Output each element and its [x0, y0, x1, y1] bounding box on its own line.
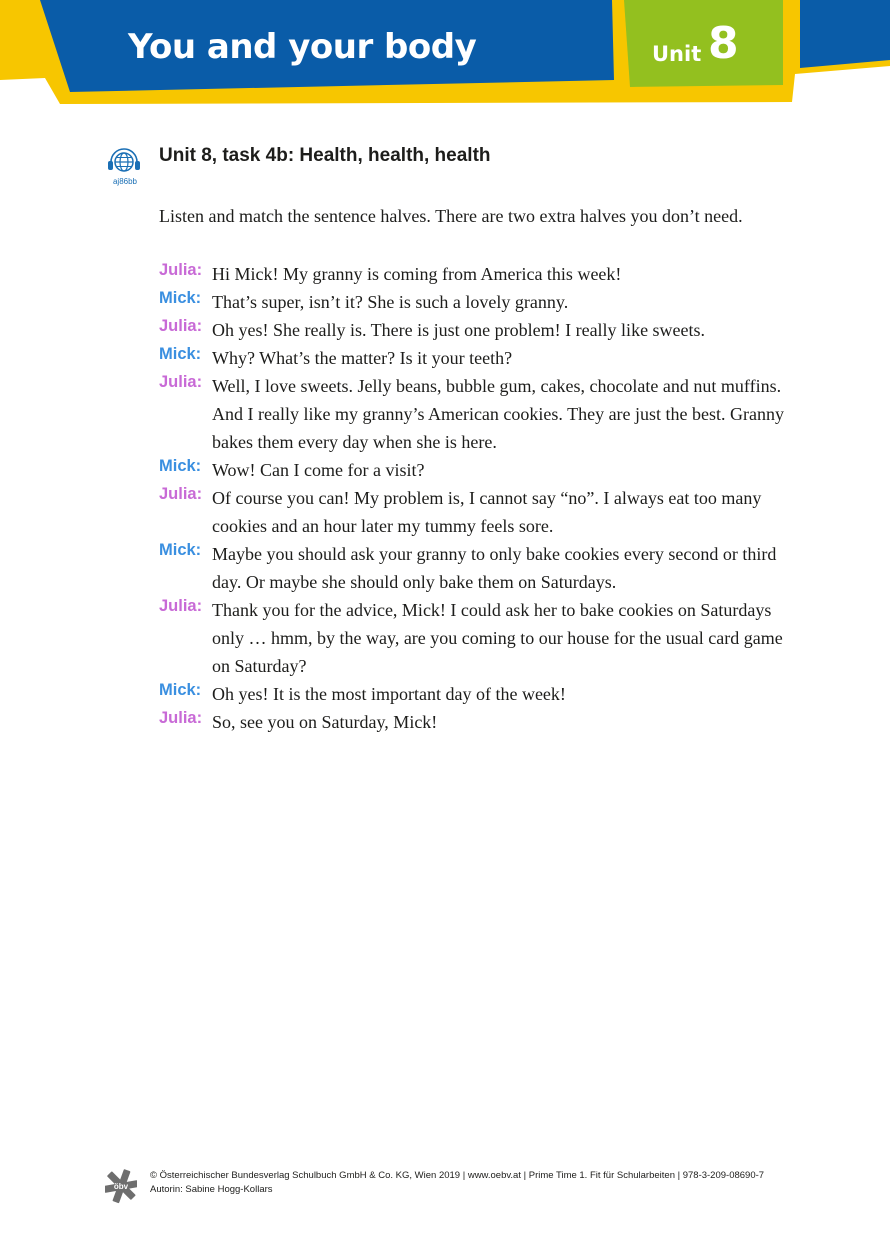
dialogue-line [159, 456, 799, 484]
dialogue-line [159, 260, 799, 288]
dialogue-text: Oh yes! It is the most important day of the week! [212, 684, 566, 704]
task-title: Unit 8, task 4b: Health, health, health [159, 145, 491, 166]
dialogue-text: So, see you on Saturday, Mick! [212, 712, 438, 732]
speaker-label: Mick: [159, 681, 202, 699]
unit-number: 8 [708, 18, 739, 69]
speaker-label: Mick: [159, 289, 202, 307]
dialogue-text: Maybe you should ask your granny to only bake cookies every second or third day. Or maybe she should only bake them on Saturdays. [212, 544, 777, 592]
dialogue-text: Wow! Can I come for a visit? [212, 460, 425, 480]
dialogue-text: Hi Mick! My granny is coming from America this week! [212, 264, 622, 284]
dialogue [159, 260, 799, 736]
dialogue-line [159, 316, 799, 344]
speaker-label: Julia: [159, 317, 203, 335]
speaker-label: Julia: [159, 261, 203, 279]
speaker-label: Julia: [159, 709, 203, 727]
dialogue-line [159, 484, 799, 540]
dialogue-text: Well, I love sweets. Jelly beans, bubble gum, cakes, chocolate and nut muffins. And I really like my granny’s American cookies. They are just the best. Granny bakes them every day when she is here. [212, 376, 785, 452]
dialogue-text: Oh yes! She really is. There is just one problem! I really like sweets. [212, 320, 706, 340]
dialogue-line [159, 540, 799, 596]
publisher-logo-icon [105, 1168, 137, 1204]
unit-label: Unit [652, 42, 702, 66]
speaker-label: Julia: [159, 597, 203, 615]
dialogue-line [159, 372, 799, 456]
page-title: You and your body [128, 27, 477, 67]
footer-copyright: © Österreichischer Bundesverlag Schulbuch GmbH & Co. KG, Wien 2019 | www.oebv.at | Prime Time 1. Fit für Schularbeiten | 978-3-209-08690-7 [150, 1170, 765, 1181]
dialogue-line [159, 344, 799, 372]
audio-globe-icon[interactable] [106, 148, 142, 176]
speaker-label: Julia: [159, 373, 203, 391]
speaker-label: Mick: [159, 541, 202, 559]
dialogue-line [159, 596, 799, 680]
footer-author: Autorin: Sabine Hogg-Kollars [150, 1184, 273, 1195]
speaker-label: Mick: [159, 457, 202, 475]
speaker-label: Julia: [159, 485, 203, 503]
dialogue-line [159, 680, 799, 708]
speaker-label: Mick: [159, 345, 202, 363]
dialogue-text: Why? What’s the matter? Is it your teeth? [212, 348, 513, 368]
audio-code: aj86bb [112, 177, 138, 186]
dialogue-text: That’s super, isn’t it? She is such a lovely granny. [212, 292, 569, 312]
task-instruction: Listen and match the sentence halves. There are two extra halves you don’t need. [159, 206, 743, 226]
dialogue-text: Thank you for the advice, Mick! I could ask her to bake cookies on Saturdays only … hmm, by the way, are you coming to our house for the usual card game on Saturday? [212, 600, 783, 676]
publisher-logo-text: öbv [113, 1182, 129, 1191]
dialogue-text: Of course you can! My problem is, I cannot say “no”. I always eat too many cookies and an hour later my tummy feels sore. [212, 488, 762, 536]
dialogue-line [159, 708, 799, 736]
dialogue-line [159, 288, 799, 316]
